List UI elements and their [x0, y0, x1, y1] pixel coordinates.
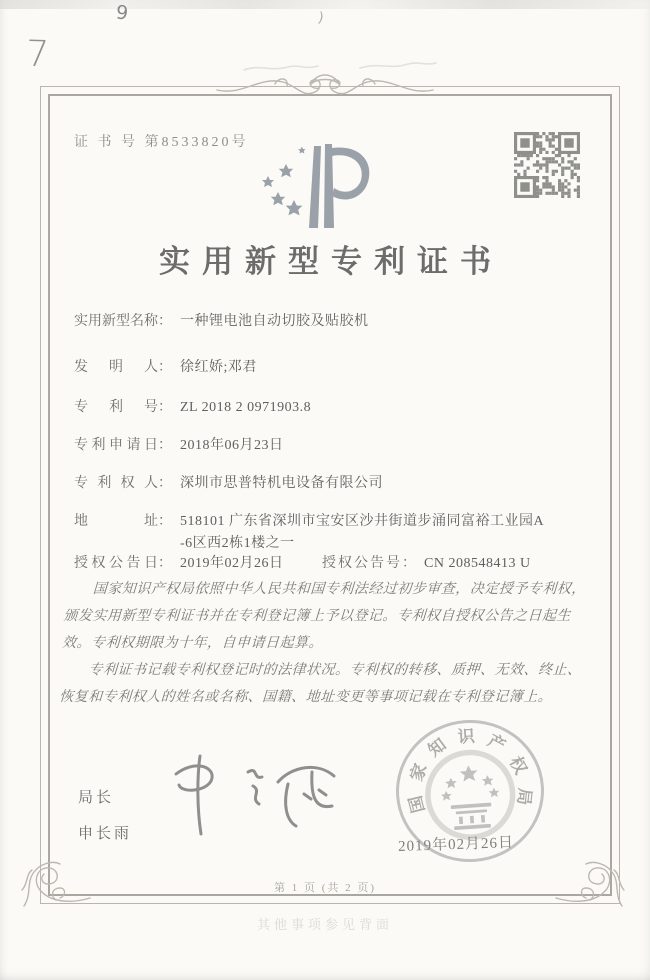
seal-character: 局 — [513, 787, 535, 807]
field-grant-number — [322, 552, 531, 572]
handwritten-mark: ) — [316, 9, 325, 27]
field-inventor — [74, 356, 257, 376]
page-number: 第 1 页 (共 2 页) — [273, 882, 377, 894]
field-colon: ： — [158, 556, 172, 571]
field-colon: ： — [158, 400, 172, 415]
field-filing-date — [74, 434, 284, 454]
back-side-note: 其他事项参见背面 — [256, 917, 393, 932]
legal-paragraph-2: 专利证书记载专利权登记时的法律状况。专利权的转移、质押、无效、终止、恢复和专利权人的姓名或名称、国籍、地址变更等事项记载在专利登记簿上。 — [58, 663, 582, 705]
seal-character: 家 — [406, 761, 431, 784]
field-value: 2019年02月26日 — [180, 556, 284, 571]
field-colon: ： — [158, 514, 172, 529]
commissioner-name: 申长雨 — [78, 826, 133, 842]
border-ornament-bottom-right — [552, 846, 630, 910]
field-grant-date — [74, 552, 284, 572]
field-label: 授权公告号 — [322, 556, 402, 571]
field-label: 授权公告日 — [74, 556, 158, 571]
seal-character: 国 — [405, 793, 429, 815]
field-patent-number — [74, 396, 311, 416]
field-address — [74, 510, 544, 530]
commissioner-signature — [160, 748, 345, 840]
field-value: 深圳市思普特机电设备有限公司 — [180, 476, 383, 491]
border-ornament-top — [215, 68, 435, 110]
field-value: ZL 2018 2 0971903.8 — [180, 400, 312, 415]
field-value: 2018年06月23日 — [180, 438, 284, 453]
seal-character: 识 — [457, 726, 476, 747]
certificate-number: 证 书 号 第8533820号 — [74, 135, 249, 150]
field-label: 专利申请日 — [74, 438, 158, 453]
field-colon: ： — [158, 314, 172, 329]
field-label: 专利号 — [74, 400, 158, 415]
seal-character: 权 — [505, 753, 531, 778]
field-value: CN 208548413 U — [424, 556, 531, 571]
commissioner-title: 局长 — [78, 790, 115, 806]
scan-noise-band — [0, 0, 650, 9]
handwritten-mark: 7 — [25, 33, 50, 76]
logo-stars — [262, 147, 306, 216]
border-ornament-bottom-left — [16, 846, 94, 910]
field-colon: ： — [158, 360, 172, 375]
field-label: 发明人 — [74, 360, 158, 375]
legal-paragraph-1: 国家知识产权局依照中华人民共和国专利法经过初步审查，决定授予专利权，颁发实用新型专利证书并在专利登记簿上予以登记。专利权自授权公告之日起生效。专利权期限为十年，自申请日起算。 — [61, 582, 587, 651]
seal-character: 产 — [484, 730, 509, 756]
qr-code — [514, 132, 580, 198]
field-colon: ： — [158, 438, 172, 453]
handwritten-mark: 9 — [114, 1, 130, 25]
field-patentee — [74, 472, 383, 492]
commissioner-block — [78, 780, 132, 852]
field-value: 518101 广东省深圳市宝安区沙井街道步涌同富裕工业园A — [180, 514, 545, 529]
field-colon: ： — [402, 556, 416, 571]
seal-date: 2019年02月26日 — [397, 834, 515, 856]
seal-character: 知 — [424, 734, 450, 761]
cnipa-logo — [256, 138, 380, 232]
field-label: 专利权人 — [74, 476, 158, 491]
field-address-line2: -6区西2栋1楼之一 — [180, 536, 295, 551]
field-label: 地址 — [74, 514, 158, 529]
field-utility-model-name — [74, 310, 369, 330]
field-value: 徐红娇;邓君 — [180, 360, 257, 375]
certificate-title: 实用新型专利证书 — [159, 244, 503, 279]
field-value: 一种锂电池自动切胶及贴胶机 — [180, 314, 369, 329]
field-label: 实用新型名称 — [74, 314, 158, 329]
legal-text — [58, 576, 589, 711]
field-colon: ： — [158, 476, 172, 491]
